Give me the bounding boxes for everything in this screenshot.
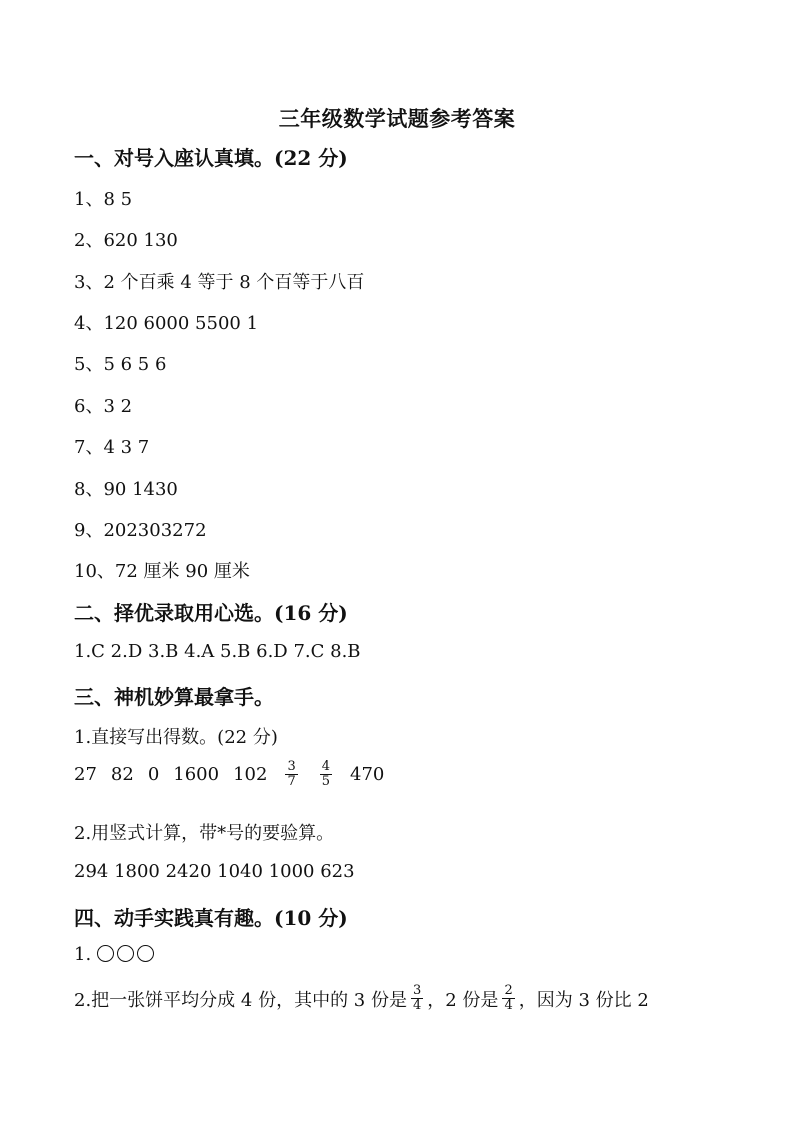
- s1-item-6: 6、3 2: [74, 396, 133, 417]
- s3-q1-value: 470: [350, 764, 385, 785]
- section-2-heading: 二、择优录取用心选。(16 分): [74, 601, 348, 625]
- fraction-denominator: 5: [321, 774, 330, 789]
- s4-q2-text-1: 2.把一张饼平均分成 4 份，其中的 3 份是: [74, 989, 407, 1011]
- s3-q1-value: 102: [233, 764, 268, 785]
- s1-item-8: 8、90 1430: [74, 479, 178, 500]
- s1-item-4: 4、120 6000 5500 1: [74, 313, 259, 334]
- s1-item-10: 10、72 厘米 90 厘米: [74, 561, 250, 582]
- section-4-heading: 四、动手实践真有趣。(10 分): [74, 906, 348, 930]
- s3-q1-answers: [74, 760, 384, 789]
- circle-shape: [117, 945, 134, 962]
- s3-q1-value: 0: [147, 764, 160, 785]
- page-title: 三年级数学试题参考答案: [278, 106, 516, 131]
- s4-q1-label: 1.: [74, 944, 92, 965]
- fraction-denominator: 4: [504, 998, 513, 1013]
- s3-q1-fraction: [285, 760, 297, 789]
- s1-item-5: 5、5 6 5 6: [74, 354, 167, 375]
- fraction-numerator: 3: [287, 759, 296, 774]
- s1-item-2: 2、620 130: [74, 230, 178, 251]
- fraction-numerator: 3: [412, 983, 422, 998]
- s2-answers: 1.C 2.D 3.B 4.A 5.B 6.D 7.C 8.B: [74, 641, 361, 662]
- s4-question-2: [74, 984, 649, 1013]
- fraction-denominator: 4: [412, 998, 422, 1013]
- s3-q1-fraction: [320, 760, 332, 789]
- s4-q2-fraction: [502, 984, 514, 1013]
- fraction-numerator: 2: [504, 983, 513, 998]
- s4-question-1: [74, 944, 157, 965]
- s1-item-1: 1、8 5: [74, 189, 133, 210]
- section-1-heading: 一、对号入座认真填。(22 分): [74, 146, 348, 170]
- s3-question-1: 1.直接写出得数。(22 分): [74, 727, 278, 748]
- s4-q2-text-2: ，2 份是: [427, 989, 499, 1011]
- fraction-numerator: 4: [321, 759, 330, 774]
- circle-shape: [137, 945, 154, 962]
- fraction-denominator: 7: [287, 774, 296, 789]
- s4-q2-fraction: [411, 984, 423, 1013]
- s1-item-9: 9、202303272: [74, 520, 207, 541]
- s3-q1-value: 1600: [173, 764, 220, 785]
- circle-shape: [97, 945, 114, 962]
- s3-question-2: 2.用竖式计算，带*号的要验算。: [74, 823, 335, 844]
- section-3-heading: 三、神机妙算最拿手。: [74, 685, 274, 709]
- s4-q2-text-3: ，因为 3 份比 2: [518, 989, 649, 1011]
- s3-q2-answers: 294 1800 2420 1040 1000 623: [74, 861, 355, 882]
- s1-item-3: 3、2 个百乘 4 等于 8 个百等于八百: [74, 272, 365, 293]
- s3-q1-value: 27: [74, 764, 97, 785]
- s3-q1-value: 82: [110, 764, 134, 785]
- s1-item-7: 7、4 3 7: [74, 437, 150, 458]
